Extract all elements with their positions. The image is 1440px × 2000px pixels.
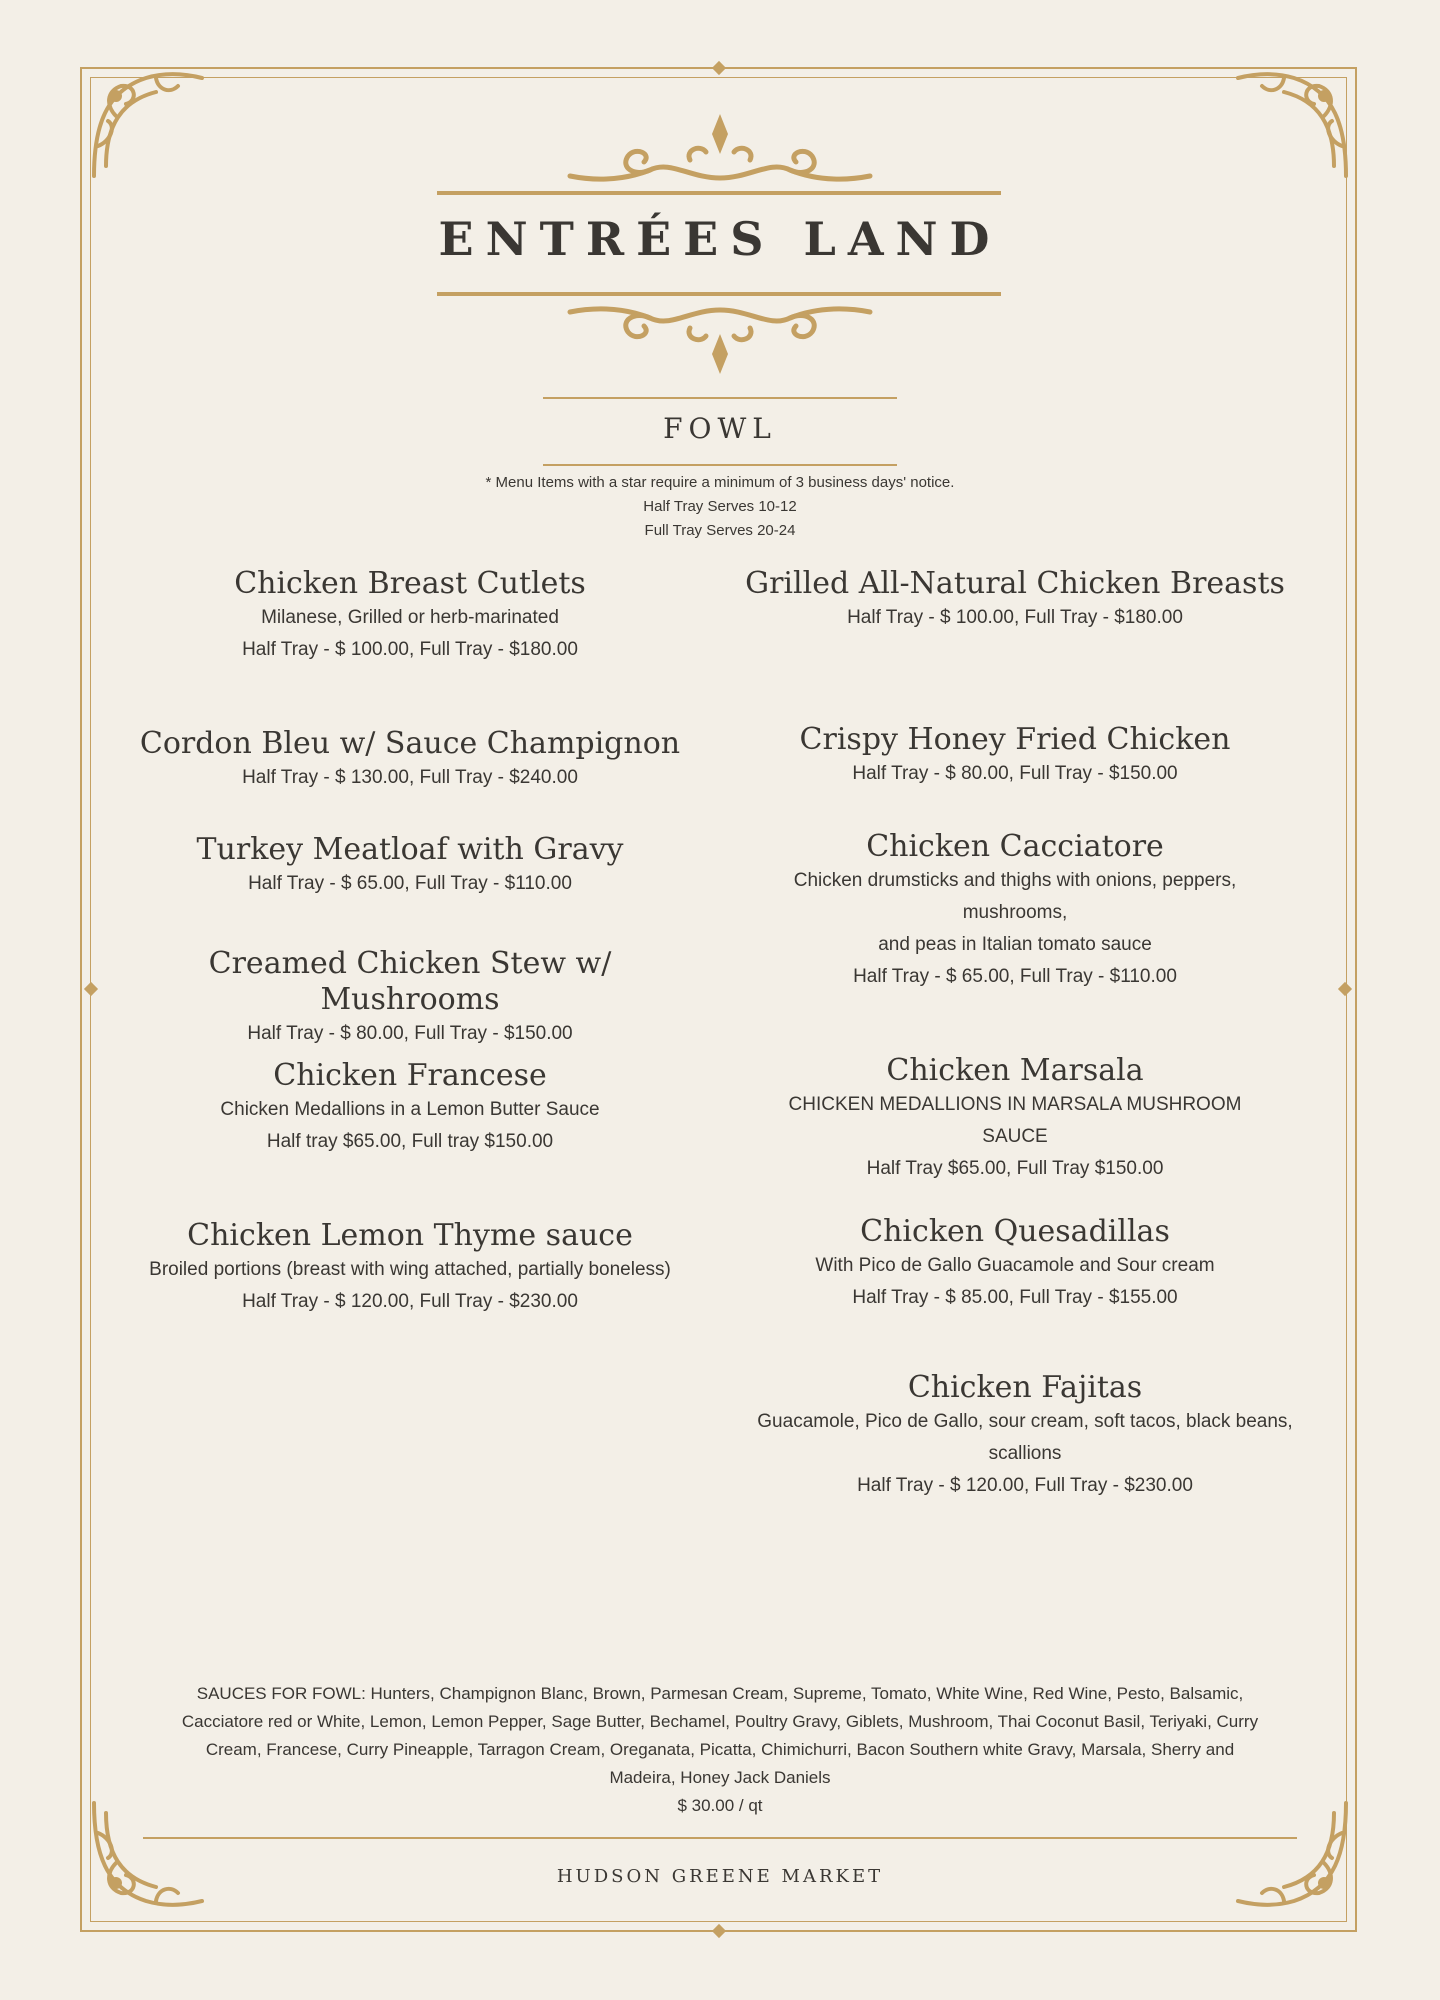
item-price: Half Tray - $ 80.00, Full Tray - $150.00 — [247, 1023, 573, 1044]
menu-item-chicken-francese — [120, 1058, 700, 1158]
half-tray-note: Half Tray Serves 10-12 — [643, 498, 797, 515]
item-desc: Broiled portions (breast with wing attached, partially boneless) — [149, 1259, 671, 1280]
item-desc: CHICKEN MEDALLIONS IN MARSALA MUSHROOM SAUCE — [788, 1094, 1242, 1147]
item-name: Chicken Francese — [273, 1058, 547, 1093]
menu-item-chicken-fajitas — [745, 1370, 1305, 1502]
menu-item-grilled-chicken-breasts — [735, 566, 1295, 634]
item-name: Grilled All-Natural Chicken Breasts — [745, 566, 1285, 601]
menu-item-turkey-meatloaf — [120, 832, 700, 900]
menu-item-chicken-marsala — [755, 1053, 1275, 1185]
item-name: Crispy Honey Fried Chicken — [799, 722, 1231, 757]
menu-item-cordon-bleu — [120, 726, 700, 794]
footer-rule — [143, 1837, 1297, 1839]
item-name: Chicken Quesadillas — [860, 1214, 1170, 1249]
top-right-corner-flourish-icon — [1234, 66, 1354, 186]
menu-item-crispy-honey-fried-chicken — [735, 722, 1295, 790]
sauces-section — [180, 1680, 1260, 1820]
item-name: Chicken Cacciatore — [866, 829, 1164, 864]
item-name: Chicken Fajitas — [907, 1370, 1143, 1405]
item-price: Half Tray $65.00, Full Tray $150.00 — [866, 1158, 1164, 1179]
section-bottom-rule — [543, 464, 897, 466]
star-note: * Menu Items with a star require a minimum of 3 business days' notice. — [485, 474, 955, 491]
item-price: Half Tray - $ 65.00, Full Tray - $110.00 — [248, 873, 572, 894]
item-name: Chicken Marsala — [886, 1053, 1144, 1088]
item-price: Half Tray - $ 120.00, Full Tray - $230.00 — [857, 1475, 1193, 1496]
item-desc: Milanese, Grilled or herb-marinated — [261, 607, 559, 628]
item-desc: Chicken Medallions in a Lemon Butter Sauce — [220, 1099, 600, 1120]
item-price: Half Tray - $ 130.00, Full Tray - $240.00 — [242, 767, 578, 788]
item-name: Turkey Meatloaf with Gravy — [196, 832, 624, 867]
item-price: Half Tray - $ 65.00, Full Tray - $110.00 — [853, 966, 1177, 987]
top-left-corner-flourish-icon — [86, 66, 206, 186]
menu-item-chicken-breast-cutlets — [120, 566, 700, 666]
footer-brand: HUDSON GREENE MARKET — [556, 1866, 884, 1887]
page-title: ENTRÉES LAND — [438, 212, 1002, 266]
header-top-flourish-icon — [540, 110, 900, 190]
item-price: Half Tray - $ 120.00, Full Tray - $230.00 — [242, 1291, 578, 1312]
item-desc-line-2: and peas in Italian tomato sauce — [878, 934, 1152, 955]
menu-item-creamed-chicken-stew — [120, 946, 700, 1050]
section-top-rule — [543, 397, 897, 399]
header-bottom-flourish-icon — [540, 298, 900, 378]
section-title: FOWL — [663, 412, 777, 445]
full-tray-note: Full Tray Serves 20-24 — [644, 522, 796, 539]
sauces-price: $ 30.00 / qt — [677, 1796, 763, 1815]
item-name: Chicken Breast Cutlets — [234, 566, 586, 601]
item-price: Half Tray - $ 80.00, Full Tray - $150.00 — [852, 763, 1178, 784]
item-price: Half tray $65.00, Full tray $150.00 — [266, 1131, 554, 1152]
title-top-rule — [437, 191, 1001, 195]
menu-item-chicken-quesadillas — [735, 1214, 1295, 1314]
item-price: Half Tray - $ 100.00, Full Tray - $180.00 — [847, 607, 1183, 628]
item-name: Chicken Lemon Thyme sauce — [187, 1218, 633, 1253]
item-desc: With Pico de Gallo Guacamole and Sour cream — [815, 1255, 1215, 1276]
item-name: Cordon Bleu w/ Sauce Champignon — [139, 726, 681, 761]
item-desc: Chicken drumsticks and thighs with onions, peppers, mushrooms, — [793, 870, 1237, 923]
sauces-list: SAUCES FOR FOWL: Hunters, Champignon Blanc, Brown, Parmesan Cream, Supreme, Tomato, White Wine, Red Wine, Pesto, Balsamic, Cacciatore red or White, Lemon, Lemon Pepper, Sage Butter, Bechamel, Poultry Gravy, Giblets, Mushroom, Thai Coconut Basil, Teriyaki, Curry Cream, Francese, Curry Pineapple, Tarragon Cream, Oreganata, Picatta, Chimichurri, Bacon Southern white Gravy, Marsala, Sherry and Madeira, Honey Jack Daniels — [181, 1684, 1259, 1787]
item-name: Creamed Chicken Stew w/ Mushrooms — [208, 946, 612, 1017]
menu-item-chicken-lemon-thyme — [140, 1218, 680, 1318]
menu-item-chicken-cacciatore — [745, 829, 1285, 993]
item-desc: Guacamole, Pico de Gallo, sour cream, soft tacos, black beans, scallions — [757, 1411, 1293, 1464]
item-price: Half Tray - $ 85.00, Full Tray - $155.00 — [852, 1287, 1178, 1308]
title-bottom-rule — [437, 292, 1001, 296]
item-price: Half Tray - $ 100.00, Full Tray - $180.00 — [242, 639, 578, 660]
